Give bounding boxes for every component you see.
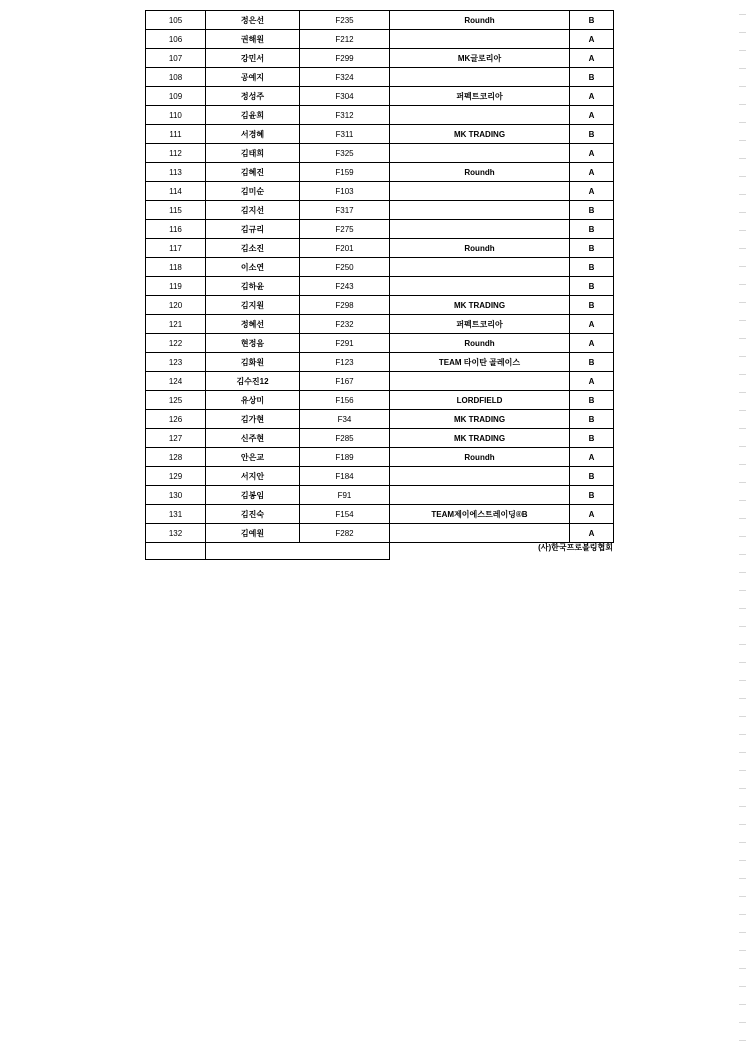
cell-player-name: 서경혜 bbox=[206, 125, 300, 144]
cell-number: 129 bbox=[146, 467, 206, 486]
cell-player-name: 김수진12 bbox=[206, 372, 300, 391]
cell-player-name: 정성주 bbox=[206, 87, 300, 106]
cell-grade: A bbox=[570, 144, 614, 163]
cell-team: Roundh bbox=[390, 334, 570, 353]
roster-table-body bbox=[146, 11, 614, 560]
cell-player-name: 김지원 bbox=[206, 296, 300, 315]
cell-grade: A bbox=[570, 106, 614, 125]
table-row bbox=[146, 201, 614, 220]
cell-player-code: F317 bbox=[300, 201, 390, 220]
cell-player-name: 김화원 bbox=[206, 353, 300, 372]
table-row bbox=[146, 49, 614, 68]
table-row bbox=[146, 467, 614, 486]
cell-grade: B bbox=[570, 201, 614, 220]
cell-player-code: F184 bbox=[300, 467, 390, 486]
cell-team: TEAM제이에스트레이딩®B bbox=[390, 505, 570, 524]
cell-number: 128 bbox=[146, 448, 206, 467]
cell-grade: B bbox=[570, 258, 614, 277]
cell-team: 퍼펙트코리아 bbox=[390, 315, 570, 334]
cell-team: MK글로리아 bbox=[390, 49, 570, 68]
cell-player-code: F282 bbox=[300, 524, 390, 543]
cell-grade: B bbox=[570, 296, 614, 315]
cell-player-name: 김하윤 bbox=[206, 277, 300, 296]
cell-team: 퍼펙트코리아 bbox=[390, 87, 570, 106]
cell-team bbox=[390, 220, 570, 239]
cell-grade: A bbox=[570, 87, 614, 106]
cell-player-name: 신주현 bbox=[206, 429, 300, 448]
cell-player-code: F243 bbox=[300, 277, 390, 296]
cell-grade: B bbox=[570, 429, 614, 448]
cell-player-name: 정은선 bbox=[206, 11, 300, 30]
table-row bbox=[146, 353, 614, 372]
cell-grade: B bbox=[570, 277, 614, 296]
cell-player-name: 유상미 bbox=[206, 391, 300, 410]
cell-team: Roundh bbox=[390, 448, 570, 467]
table-row bbox=[146, 334, 614, 353]
table-row bbox=[146, 106, 614, 125]
cell-player-code: F189 bbox=[300, 448, 390, 467]
cell-grade: A bbox=[570, 372, 614, 391]
table-row bbox=[146, 144, 614, 163]
cell-player-code: F212 bbox=[300, 30, 390, 49]
cell-player-name: 김소진 bbox=[206, 239, 300, 258]
cell-grade: A bbox=[570, 315, 614, 334]
cell-player-code: F201 bbox=[300, 239, 390, 258]
cell-grade: B bbox=[570, 391, 614, 410]
cell-grade: A bbox=[570, 182, 614, 201]
cell-player-code: F285 bbox=[300, 429, 390, 448]
cell-player-name: 김진숙 bbox=[206, 505, 300, 524]
cell-player-name: 공예지 bbox=[206, 68, 300, 87]
cell-player-code: F156 bbox=[300, 391, 390, 410]
cell-team bbox=[390, 258, 570, 277]
table-row bbox=[146, 448, 614, 467]
cell-team bbox=[390, 182, 570, 201]
cell-grade: B bbox=[570, 353, 614, 372]
cell-player-name: 김혜진 bbox=[206, 163, 300, 182]
cell-number: 110 bbox=[146, 106, 206, 125]
cell-team bbox=[390, 30, 570, 49]
cell-team: MK TRADING bbox=[390, 296, 570, 315]
cell-player-name: 김태희 bbox=[206, 144, 300, 163]
cell-number: 121 bbox=[146, 315, 206, 334]
table-row bbox=[146, 30, 614, 49]
roster-table bbox=[145, 10, 614, 560]
cell-player-code: F299 bbox=[300, 49, 390, 68]
cell-grade: B bbox=[570, 220, 614, 239]
cell-player-code: F91 bbox=[300, 486, 390, 505]
cell-grade: A bbox=[570, 163, 614, 182]
cell-number: 118 bbox=[146, 258, 206, 277]
cell-number: 105 bbox=[146, 11, 206, 30]
cell-grade: B bbox=[570, 410, 614, 429]
table-row bbox=[146, 182, 614, 201]
cell-team: Roundh bbox=[390, 163, 570, 182]
cell-team: MK TRADING bbox=[390, 410, 570, 429]
footer-organization: (사)한국프로볼링협회 bbox=[538, 543, 613, 552]
cell-player-name: 권해원 bbox=[206, 30, 300, 49]
table-row bbox=[146, 87, 614, 106]
table-row bbox=[146, 68, 614, 87]
cell-team bbox=[390, 68, 570, 87]
cell-grade: A bbox=[570, 334, 614, 353]
cell-player-code: F123 bbox=[300, 353, 390, 372]
cell-player-name: 김미순 bbox=[206, 182, 300, 201]
cell-player-name: 김가현 bbox=[206, 410, 300, 429]
cell-grade: A bbox=[570, 448, 614, 467]
cell-grade: B bbox=[570, 125, 614, 144]
cell-player-name: 김예원 bbox=[206, 524, 300, 543]
cell-number: 127 bbox=[146, 429, 206, 448]
table-row bbox=[146, 505, 614, 524]
cell-player-code: F250 bbox=[300, 258, 390, 277]
cell-player-name: 이소연 bbox=[206, 258, 300, 277]
cell-player-code: F311 bbox=[300, 125, 390, 144]
cell-number: 130 bbox=[146, 486, 206, 505]
table-row bbox=[146, 239, 614, 258]
cell-player-code: F34 bbox=[300, 410, 390, 429]
cell-team bbox=[390, 277, 570, 296]
table-row bbox=[146, 277, 614, 296]
cell-grade: A bbox=[570, 524, 614, 543]
cell-player-name: 김규리 bbox=[206, 220, 300, 239]
cell-number: 125 bbox=[146, 391, 206, 410]
cell-team bbox=[390, 144, 570, 163]
cell-team bbox=[390, 524, 570, 543]
cell-number: 114 bbox=[146, 182, 206, 201]
cell-number: 113 bbox=[146, 163, 206, 182]
table-row bbox=[146, 486, 614, 505]
cell-number: 131 bbox=[146, 505, 206, 524]
cell-number: 106 bbox=[146, 30, 206, 49]
cell-number: 122 bbox=[146, 334, 206, 353]
cell-number: 120 bbox=[146, 296, 206, 315]
table-row bbox=[146, 163, 614, 182]
cell-number: 123 bbox=[146, 353, 206, 372]
cell-team: MK TRADING bbox=[390, 429, 570, 448]
cell-player-name: 서지안 bbox=[206, 467, 300, 486]
cell-player-code: F154 bbox=[300, 505, 390, 524]
cell-number: 109 bbox=[146, 87, 206, 106]
cell-grade: A bbox=[570, 49, 614, 68]
cell-player-code: F167 bbox=[300, 372, 390, 391]
table-row bbox=[146, 524, 614, 543]
cell-number: 108 bbox=[146, 68, 206, 87]
cell-number: 115 bbox=[146, 201, 206, 220]
cell-number: 117 bbox=[146, 239, 206, 258]
cell-team bbox=[390, 372, 570, 391]
cell-player-name: 김윤희 bbox=[206, 106, 300, 125]
cell-player-code: F235 bbox=[300, 11, 390, 30]
table-row bbox=[146, 410, 614, 429]
roster-table-container bbox=[145, 10, 613, 560]
cell-player-name: 현정음 bbox=[206, 334, 300, 353]
cell-player-code: F298 bbox=[300, 296, 390, 315]
cell-player-code: F291 bbox=[300, 334, 390, 353]
cell-number: 111 bbox=[146, 125, 206, 144]
table-row bbox=[146, 11, 614, 30]
table-row bbox=[146, 296, 614, 315]
cell-number: 116 bbox=[146, 220, 206, 239]
page-edge-marks bbox=[736, 0, 746, 1061]
cell-team: Roundh bbox=[390, 239, 570, 258]
cell-team: TEAM 타이탄 골레이스 bbox=[390, 353, 570, 372]
cell-grade: B bbox=[570, 68, 614, 87]
cell-number: 119 bbox=[146, 277, 206, 296]
cell-player-name: 정혜선 bbox=[206, 315, 300, 334]
table-row bbox=[146, 125, 614, 144]
cell-team: LORDFIELD bbox=[390, 391, 570, 410]
cell-number: 132 bbox=[146, 524, 206, 543]
table-row bbox=[146, 372, 614, 391]
cell-player-code: F304 bbox=[300, 87, 390, 106]
cell-player-name: 김봉임 bbox=[206, 486, 300, 505]
cell-player-name: 강민서 bbox=[206, 49, 300, 68]
cell-number: 124 bbox=[146, 372, 206, 391]
cell-player-code: F232 bbox=[300, 315, 390, 334]
cell-team bbox=[390, 467, 570, 486]
cell-player-name: 김지선 bbox=[206, 201, 300, 220]
table-row bbox=[146, 429, 614, 448]
cell-player-code: F324 bbox=[300, 68, 390, 87]
cell-grade: B bbox=[570, 11, 614, 30]
table-row bbox=[146, 391, 614, 410]
cell-grade: B bbox=[570, 486, 614, 505]
cell-grade: B bbox=[570, 467, 614, 486]
cell-grade: A bbox=[570, 505, 614, 524]
cell-team bbox=[390, 201, 570, 220]
table-row bbox=[146, 220, 614, 239]
cell-team: Roundh bbox=[390, 11, 570, 30]
cell-number: 126 bbox=[146, 410, 206, 429]
cell-grade: A bbox=[570, 30, 614, 49]
cell-player-code: F325 bbox=[300, 144, 390, 163]
cell-player-code: F312 bbox=[300, 106, 390, 125]
cell-team bbox=[390, 106, 570, 125]
cell-number: 107 bbox=[146, 49, 206, 68]
cell-grade: B bbox=[570, 239, 614, 258]
cell-player-code: F275 bbox=[300, 220, 390, 239]
cell-player-code: F159 bbox=[300, 163, 390, 182]
cell-team bbox=[390, 486, 570, 505]
cell-player-code: F103 bbox=[300, 182, 390, 201]
cell-player-name: 안은교 bbox=[206, 448, 300, 467]
table-row bbox=[146, 315, 614, 334]
table-row bbox=[146, 258, 614, 277]
cell-team: MK TRADING bbox=[390, 125, 570, 144]
cell-number: 112 bbox=[146, 144, 206, 163]
